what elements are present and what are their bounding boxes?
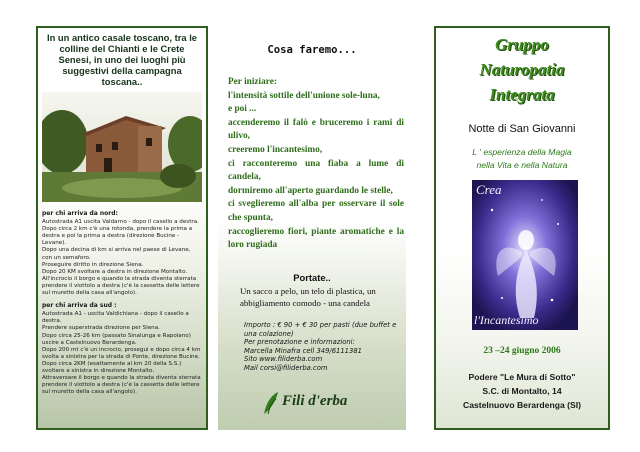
- south-heading: per chi arriva da sud :: [42, 302, 117, 310]
- address-line: Podere "Le Mura di Sotto": [468, 372, 576, 382]
- south-line: Autostrada A1 - uscita Valdichiana - dopo il casello a destra.: [42, 311, 189, 325]
- program-line: ci racconteremo una fiaba a lume di candela,: [228, 158, 404, 183]
- brand-name: Fili d'erba: [282, 393, 348, 409]
- group-title-line: Integrata: [489, 85, 555, 104]
- program-line: e poi ...: [228, 104, 257, 115]
- farmhouse-photo: [42, 92, 202, 202]
- middle-panel: [218, 26, 406, 430]
- group-title-line: Gruppo: [495, 35, 549, 54]
- group-title: [436, 32, 608, 107]
- program-line: dormiremo all'aperto guardando le stelle,: [228, 185, 393, 196]
- right-panel: [434, 26, 610, 430]
- phone-line: Marcella Minafra cell 349/6111381: [244, 346, 362, 355]
- address-line: Castelnuovo Berardenga (SI): [463, 400, 581, 410]
- portate-heading: Portate..: [293, 272, 331, 283]
- north-heading: per chi arriva da nord:: [42, 210, 118, 217]
- north-line: Autostrada A1 uscita Valdarno - dopo il casello a destra.: [42, 219, 199, 226]
- program-text: [228, 76, 404, 253]
- north-line: Dopo circa 2 km c'è una rotonda, prendere la prima a destra e poi la prima a destra (direzione Bucine - Levane).: [42, 226, 193, 247]
- south-line: Prendere superstrada direzione per Siena.: [42, 325, 160, 332]
- portate-text: Un sacco a pelo, un telo di plastica, un abbigliamento comodo - una candela: [240, 286, 376, 308]
- north-line: Dopo una decina di km si arriva nel paese di Levane, con un semaforo.: [42, 247, 191, 261]
- section-title: Cosa faremo...: [267, 44, 357, 56]
- subtitle-line: nella Vita e nella Natura: [476, 160, 568, 170]
- directions: [42, 210, 202, 396]
- booking-line: Per prenotazione e informazioni:: [244, 338, 355, 346]
- north-line: Dopo 20 KM svoltare a destra in direzione Montalto. All'incrocio il borgo e quando la strada diventa sterrata prendere il viottolo a destra (c'è la cassetta delle lettere sul muretto della casa all'angolo).: [42, 268, 200, 297]
- south-line: Dopo circa 2KM (esattamente al km 20 della S.S.) svoltare a sinistra in direzione Montalto.: [42, 360, 182, 374]
- email-link[interactable]: Mail corsi@filiderba.com: [244, 363, 328, 372]
- intro-text: In un antico casale toscano, tra le colline del Chianti e le Crete Senesi, in uno dei luoghi più suggestivi della campagna toscana..: [46, 32, 198, 87]
- booking-info: [244, 321, 400, 372]
- event-subtitle: [440, 146, 604, 172]
- program-line: Per iniziare:: [228, 77, 277, 87]
- address-line: S.C. di Montalto, 14: [482, 386, 562, 396]
- program-line: creeremo l'incantesimo,: [228, 144, 323, 155]
- program-line: l'intensità sottile dell'unione sole-luna,: [228, 90, 380, 101]
- price-line: Importo : € 90 + € 30 per pasti (due buffet e una colazione): [244, 321, 397, 338]
- image-caption-top: Crea: [476, 182, 502, 197]
- subtitle-line: L ' esperienza della Magia: [472, 147, 572, 157]
- brand-logo: [260, 390, 380, 416]
- south-line: Dopo circa 25-26 km (passato Sinalunga e Rapolano) uscire a Castelnuovo Berardenga.: [42, 332, 191, 346]
- venue-address: [436, 370, 608, 412]
- website-link[interactable]: Sito www.filiderba.com: [244, 355, 323, 363]
- south-line: Attraversare il borgo e quando la strada diventa sterrata prendere il viottolo a destra (c'è la cassetta delle lettere sul muretto della casa all'angolo).: [42, 375, 201, 396]
- event-date: 23 –24 giugno 2006: [483, 346, 561, 356]
- leaf-icon: [260, 390, 282, 416]
- group-title-line: Naturopatia: [479, 60, 565, 79]
- program-line: raccoglieremo fiori, piante aromatiche e la loro rugiada: [228, 226, 404, 251]
- image-caption-bottom: l'Incantesimo: [474, 313, 539, 327]
- south-line: Dopo 200 mt c'è un incrocio, prosegui e dopo circa 4 km svolta a sinistra per la strada di Ponte, direzione Bucine.: [42, 346, 201, 360]
- fairy-image: [472, 180, 578, 330]
- left-panel: [36, 26, 208, 430]
- event-title: Notte di San Giovanni: [468, 123, 576, 135]
- north-line: Proseguire diritto in direzione Siena.: [42, 261, 144, 268]
- program-line: accenderemo il falò e bruceremo i rami di ulivo,: [228, 117, 404, 142]
- program-line: ci sveglieremo all'alba per osservare il sole che spunta,: [228, 199, 404, 223]
